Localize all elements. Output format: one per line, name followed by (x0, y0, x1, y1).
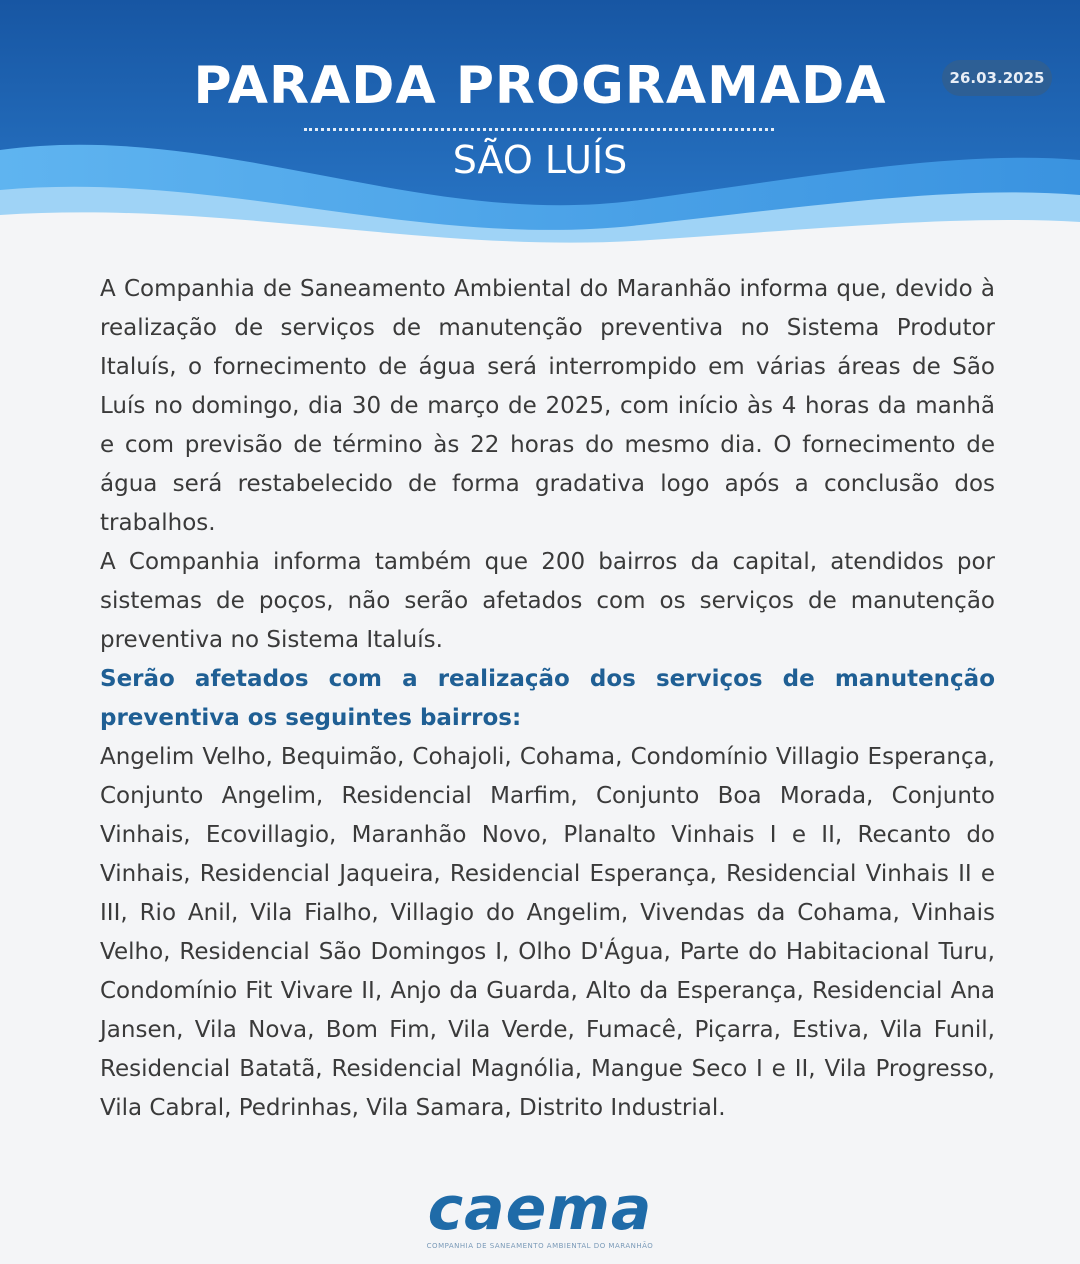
title-divider (304, 128, 774, 131)
affected-heading: Serão afetados com a realização dos serviços de manutenção preventiva os seguintes bairros: (100, 666, 995, 731)
page-subtitle: SÃO LUÍS (452, 138, 628, 182)
wave-background (0, 0, 1080, 250)
caema-logo (0, 1174, 1080, 1250)
paragraph-wells: A Companhia informa também que 200 bairros da capital, atendidos por sistemas de poços, não serão afetados com os serviços de manutenção preventiva no Sistema Italuís. (100, 549, 995, 653)
logo-wordmark: caema (427, 1174, 653, 1244)
header-banner (0, 0, 1080, 250)
paragraph-intro: A Companhia de Saneamento Ambiental do Maranhão informa que, devido à realização de serviços de manutenção preventiva no Sistema Produtor Italuís, o fornecimento de água será interrompido em várias áreas de São Luís no domingo, dia 30 de março de 2025, com início às 4 horas da manhã e com previsão de término às 22 horas do mesmo dia. O fornecimento de água será restabelecido de forma gradativa logo após a conclusão dos trabalhos. (100, 276, 995, 536)
date-badge: 26.03.2025 (942, 60, 1052, 96)
notice-body (100, 270, 995, 1128)
neighborhood-list: Angelim Velho, Bequimão, Cohajoli, Cohama, Condomínio Villagio Esperança, Conjunto Angelim, Residencial Marfim, Conjunto Boa Morada, Conjunto Vinhais, Ecovillagio, Maranhão Novo, Planalto Vinhais I e II, Recanto do Vinhais, Residencial Jaqueira, Residencial Esperança, Residencial Vinhais II e III, Rio Anil, Vila Fialho, Villagio do Angelim, Vivendas da Cohama, Vinhais Velho, Residencial São Domingos I, Olho D'Água, Parte do Habitacional Turu, Condomínio Fit Vivare II, Anjo da Guarda, Alto da Esperança, Residencial Ana Jansen, Vila Nova, Bom Fim, Vila Verde, Fumacê, Piçarra, Estiva, Vila Funil, Residencial Batatã, Residencial Magnólia, Mangue Seco I e II, Vila Progresso, Vila Cabral, Pedrinhas, Vila Samara, Distrito Industrial. (100, 744, 995, 1121)
page-title: PARADA PROGRAMADA (193, 56, 887, 116)
logo-tagline: COMPANHIA DE SANEAMENTO AMBIENTAL DO MARANHÃO (426, 1242, 654, 1250)
